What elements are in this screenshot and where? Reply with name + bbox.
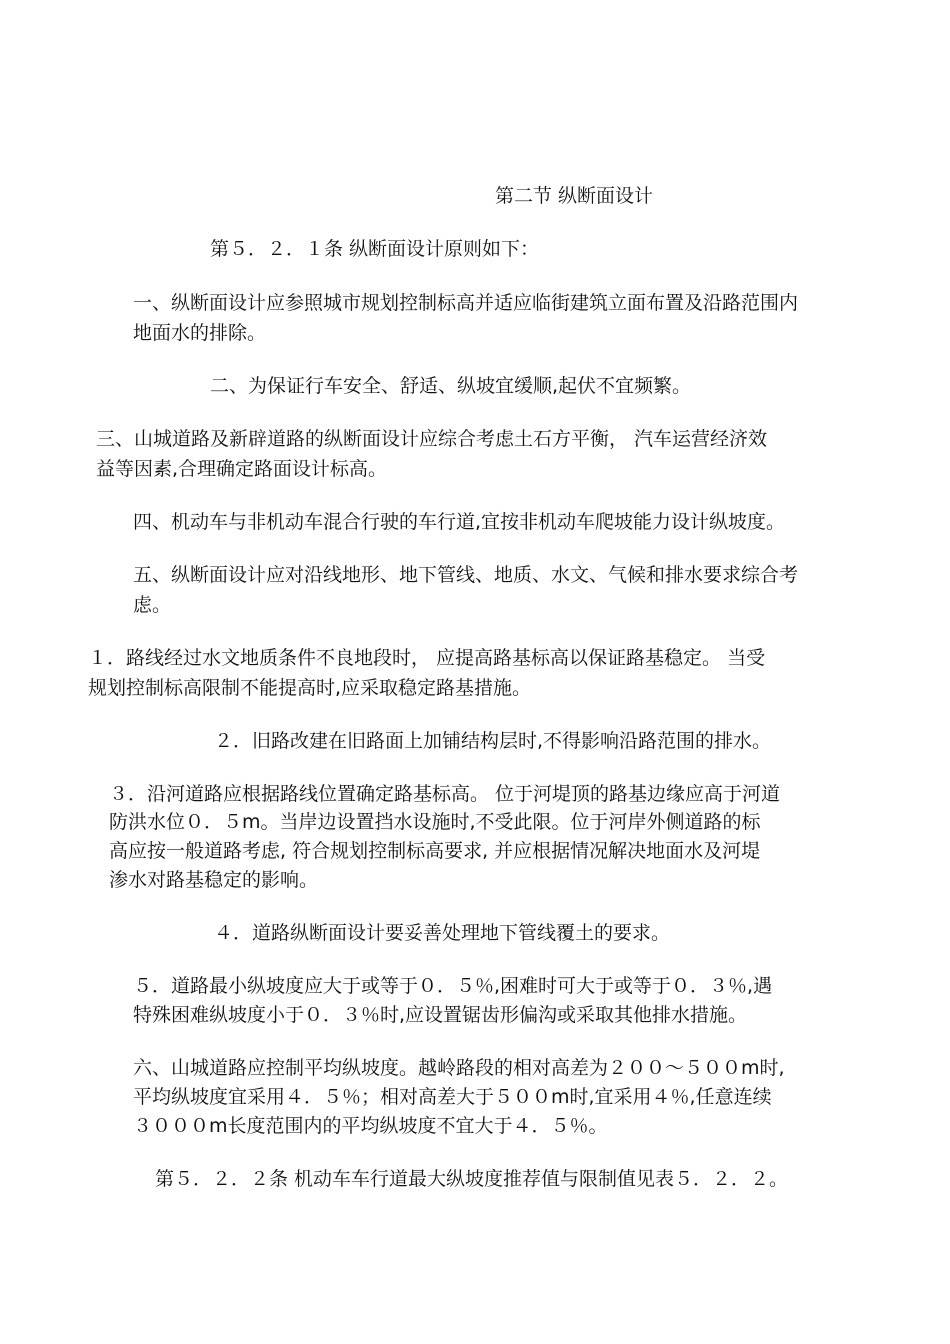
sub-item-5-line-1: ５．道路最小纵坡度应大于或等于０．５％,困难时可大于或等于０．３％,遇 (133, 975, 773, 997)
section-title: 第二节 纵断面设计 (495, 185, 654, 207)
item-6-line-1: 六、山城道路应控制平均纵坡度。越岭路段的相对高差为２００～５００m时, (133, 1057, 785, 1079)
sub-item-1-line-1: １．路线经过水文地质条件不良地段时， 应提高路基标高以保证路基稳定。 当受 (88, 647, 766, 669)
item-4: 四、机动车与非机动车混合行驶的车行道,宜按非机动车爬坡能力设计纵坡度。 (133, 511, 786, 533)
sub-item-1-line-2: 规划控制标高限制不能提高时,应采取稳定路基措施。 (88, 677, 532, 699)
item-1-line-2: 地面水的排除。 (133, 322, 267, 344)
article-heading-5-2-2: 第５．２．２条 机动车车行道最大纵坡度推荐值与限制值见表５．２．２。 (155, 1168, 789, 1190)
item-2: 二、为保证行车安全、舒适、纵坡宜缓顺,起伏不宜频繁。 (210, 375, 692, 397)
article-heading-5-2-1: 第５．２．１条 纵断面设计原则如下： (210, 238, 540, 260)
item-6-line-3: ３０００m长度范围内的平均纵坡度不宜大于４．５％。 (133, 1115, 608, 1137)
item-3-line-1: 三、山城道路及新辟道路的纵断面设计应综合考虑土石方平衡， 汽车运营经济效 (96, 428, 768, 450)
sub-item-3-line-4: 渗水对路基稳定的影响。 (109, 869, 319, 891)
item-1-line-1: 一、纵断面设计应参照城市规划控制标高并适应临街建筑立面布置及沿路范围内 (133, 292, 799, 314)
item-6-line-2: 平均纵坡度宜采用４．５％；相对高差大于５００m时,宜采用４％,任意连续 (133, 1086, 772, 1108)
sub-item-3-line-1: ３．沿河道路应根据路线位置确定路基标高。 位于河堤顶的路基边缘应高于河道 (109, 783, 781, 805)
item-3-line-2: 益等因素,合理确定路面设计标高。 (96, 458, 388, 480)
sub-item-3-line-2: 防洪水位０．５m。当岸边设置挡水设施时,不受此限。位于河岸外侧道路的标 (109, 811, 761, 833)
sub-item-2: ２．旧路改建在旧路面上加铺结构层时,不得影响沿路范围的排水。 (214, 730, 772, 752)
sub-item-4: ４．道路纵断面设计要妥善处理地下管线覆土的要求。 (214, 922, 671, 944)
item-5-line-1: 五、纵断面设计应对沿线地形、地下管线、地质、水文、气候和排水要求综合考 (133, 564, 799, 586)
item-5-line-2: 虑。 (133, 594, 172, 616)
sub-item-5-line-2: 特殊困难纵坡度小于０．３％时,应设置锯齿形偏沟或采取其他排水措施。 (133, 1004, 748, 1026)
sub-item-3-line-3: 高应按一般道路考虑, 符合规划控制标高要求, 并应根据情况解决地面水及河堤 (109, 840, 761, 862)
